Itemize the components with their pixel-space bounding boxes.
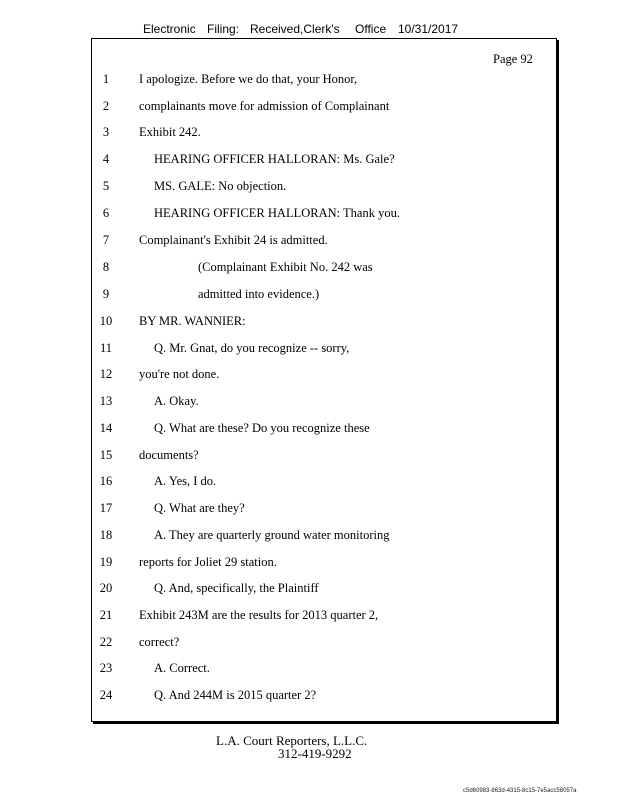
line-number: 16 xyxy=(99,474,113,488)
line-number: 20 xyxy=(99,581,113,595)
line-number: 9 xyxy=(102,287,110,301)
line-number: 19 xyxy=(99,555,113,569)
line-number: 10 xyxy=(99,314,113,328)
line-text: A. Yes, I do. xyxy=(154,474,217,488)
line-number: 15 xyxy=(99,448,113,462)
filing-word-received: Received,Clerk's xyxy=(250,22,340,36)
line-number: 3 xyxy=(102,125,110,139)
filing-word-electronic: Electronic xyxy=(143,22,196,36)
filing-date: 10/31/2017 xyxy=(398,22,459,36)
line-number: 2 xyxy=(102,99,110,113)
page-number: Page 92 xyxy=(493,52,533,66)
line-text: reports for Joliet 29 station. xyxy=(139,555,277,569)
line-text: complainants move for admission of Complainant xyxy=(139,99,390,113)
line-text: Complainant's Exhibit 24 is admitted. xyxy=(139,233,328,247)
line-text: Exhibit 243M are the results for 2013 quarter 2, xyxy=(139,608,379,622)
line-text: HEARING OFFICER HALLORAN: Thank you. xyxy=(154,206,400,220)
line-text: Q. What are these? Do you recognize these xyxy=(154,421,370,435)
line-text: A. Correct. xyxy=(154,661,210,675)
line-number: 4 xyxy=(102,152,110,166)
line-number: 17 xyxy=(99,501,113,515)
line-number: 13 xyxy=(99,394,113,408)
line-number: 6 xyxy=(102,206,110,220)
line-number: 22 xyxy=(99,635,113,649)
line-text: Q. Mr. Gnat, do you recognize -- sorry, xyxy=(154,341,350,355)
line-text: I apologize. Before we do that, your Honor, xyxy=(139,72,358,86)
document-hash: c5d60983-863d-4315-8c15-7e5acc58057a xyxy=(463,788,577,794)
line-text: HEARING OFFICER HALLORAN: Ms. Gale? xyxy=(154,152,395,166)
line-text: A. Okay. xyxy=(154,394,199,408)
line-number: 18 xyxy=(99,528,113,542)
line-text: Q. What are they? xyxy=(154,501,245,515)
line-text: documents? xyxy=(139,448,199,462)
line-text: A. They are quarterly ground water monitoring xyxy=(154,528,390,542)
reporter-company: L.A. Court Reporters, L.L.C. xyxy=(216,733,368,748)
line-number: 11 xyxy=(99,341,113,355)
line-text: correct? xyxy=(139,635,180,649)
line-text: you're not done. xyxy=(139,367,220,381)
line-number: 1 xyxy=(102,72,110,86)
line-number: 21 xyxy=(99,608,113,622)
line-text: MS. GALE: No objection. xyxy=(154,179,287,193)
line-text: Q. And, specifically, the Plaintiff xyxy=(154,581,319,595)
line-number: 12 xyxy=(99,367,113,381)
line-text: Exhibit 242. xyxy=(139,125,201,139)
reporter-phone: 312-419-9292 xyxy=(278,746,352,761)
line-text: BY MR. WANNIER: xyxy=(139,314,246,328)
line-text: admitted into evidence.) xyxy=(198,287,320,301)
line-number: 24 xyxy=(99,688,113,702)
line-number: 5 xyxy=(102,179,110,193)
line-number: 14 xyxy=(99,421,113,435)
line-number: 23 xyxy=(99,661,113,675)
line-text: (Complainant Exhibit No. 242 was xyxy=(198,260,373,274)
line-number: 7 xyxy=(102,233,110,247)
line-number: 8 xyxy=(102,260,110,274)
line-text: Q. And 244M is 2015 quarter 2? xyxy=(154,688,317,702)
filing-word-office: Office xyxy=(355,22,387,36)
filing-word-filing: Filing: xyxy=(207,22,240,36)
